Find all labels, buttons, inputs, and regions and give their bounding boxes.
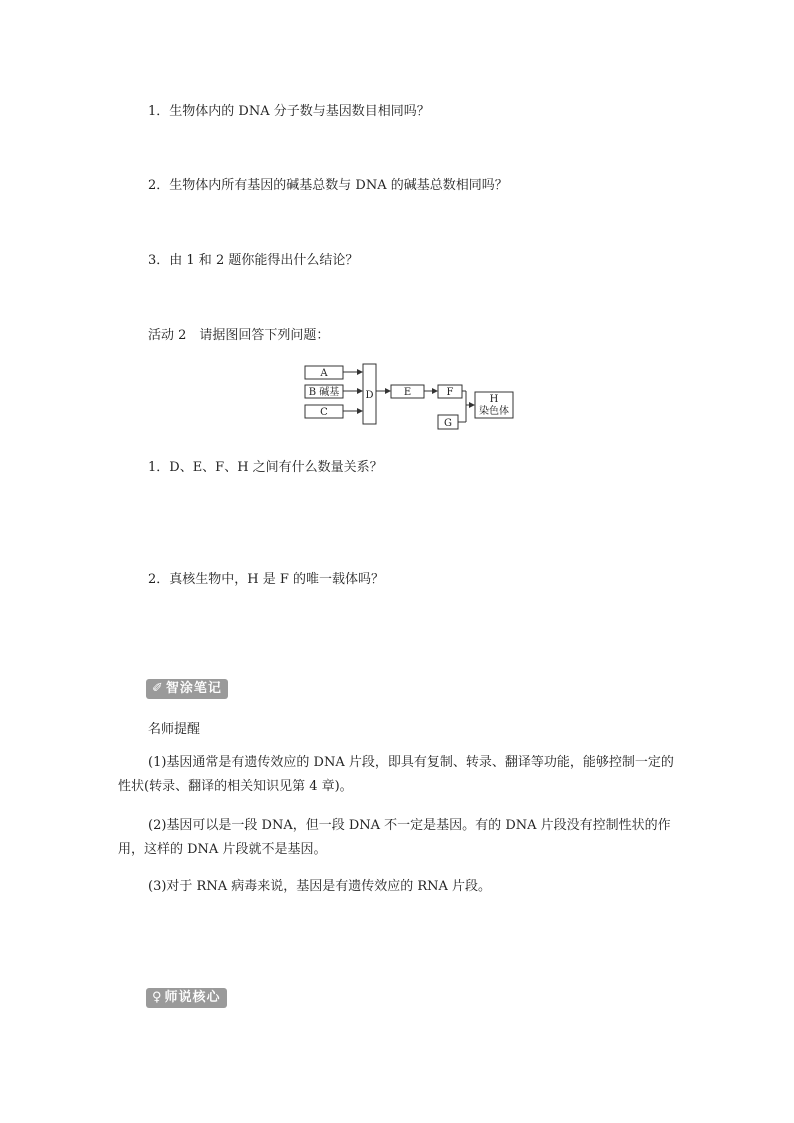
box-d-label: D — [365, 390, 374, 401]
question-1: 1．生物体内的 DNA 分子数与基因数目相同吗？ — [148, 104, 430, 119]
question-2: 2．生物体内所有基因的碱基总数与 DNA 的碱基总数相同吗？ — [148, 178, 508, 193]
activity-2-question-1: 1．D、E、F、H 之间有什么数量关系？ — [148, 460, 383, 475]
gene-relationship-diagram — [300, 360, 520, 432]
notes-badge-label: 智涂笔记 — [165, 681, 222, 696]
notes-badge — [146, 679, 228, 699]
box-g-label: G — [444, 418, 452, 429]
box-e-label: E — [403, 387, 412, 398]
tip-paragraph-3: (3)对于 RNA 病毒来说，基因是有遗传效应的 RNA 片段。 — [148, 879, 492, 894]
box-h-label-2: 染色体 — [479, 406, 509, 417]
activity-2-question-2: 2．真核生物中，H 是 F 的唯一载体吗？ — [148, 572, 385, 587]
tip-paragraph-1: (1)基因通常是有遗传效应的 DNA 片段，即具有复制、转录、翻译等功能，能够控制一定的性状(转录、翻译的相关知识见第 4 章)。 — [118, 755, 674, 794]
box-a-label: A — [320, 368, 328, 379]
question-3: 3．由 1 和 2 题你能得出什么结论？ — [148, 253, 359, 268]
tip-paragraph-2: (2)基因可以是一段 DNA，但一段 DNA 不一定是基因。有的 DNA 片段没有控制性状的作用，这样的 DNA 片段就不是基因。 — [118, 818, 671, 857]
box-f-label: F — [446, 387, 454, 398]
box-h-label-1: H — [489, 394, 499, 405]
tips-title: 名师提醒 — [148, 722, 201, 737]
teacher-icon: ♀ — [152, 990, 163, 1005]
box-c-label: C — [320, 407, 328, 418]
pen-icon: ✐ — [152, 681, 164, 696]
box-b-label: B 碱基 — [308, 387, 340, 398]
core-badge-label: 师说核心 — [164, 990, 221, 1005]
activity-2-title: 活动 2 请据图回答下列问题： — [148, 328, 330, 343]
core-badge — [146, 988, 227, 1008]
